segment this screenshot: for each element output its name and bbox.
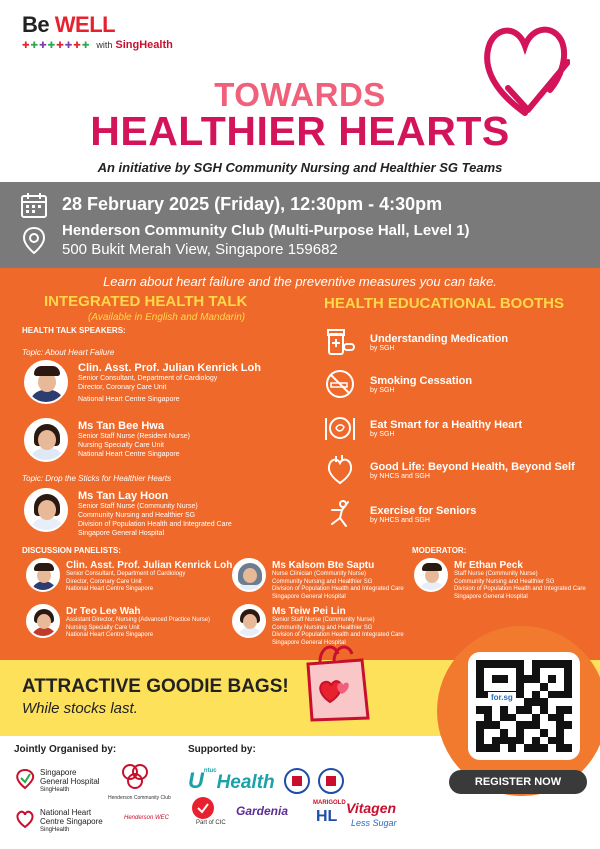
topic-1: Topic: About Heart Failure [22,348,115,357]
panelist-name: Clin. Asst. Prof. Julian Kenrick Loh [66,560,233,571]
marigold-label: MARIGOLD [313,800,346,806]
sgh-name-1: Singapore [40,768,77,777]
panelists-label: DISCUSSION PANELISTS: [22,546,121,555]
panelist-title: Community Nursing and Healthier SG [272,578,373,585]
brand-be: Be [22,12,50,37]
moderator-name: Mr Ethan Peck [454,560,523,571]
booth-item [324,368,472,400]
cross-dots-icon: ✚✚✚✚✚✚✚✚ [22,39,91,50]
jointly-organised-label: Jointly Organised by: [14,744,117,755]
cic-logo-icon [190,796,216,820]
program-section [0,268,600,660]
booth-by: by SGH [370,430,395,438]
booth-by: by SGH [370,344,395,352]
event-address: 500 Bukit Merah View, Singapore 159682 [62,241,338,258]
exercise-icon [324,498,356,530]
qr-code[interactable] [476,660,572,752]
sgh-logo-icon [14,768,36,790]
sgh-name-3: SingHealth [40,787,70,793]
booth-item [324,326,508,358]
booth-name: Good Life: Beyond Health, Beyond Self [370,460,575,473]
vitagen-logo: Vitagen [346,800,397,816]
speaker-org: National Heart Centre Singapore [78,396,180,403]
avatar [24,488,68,532]
goodie-sub: While stocks last. [22,700,138,717]
intro-text: Learn about heart failure and the preventive measures you can take. [103,274,497,289]
booth-by: by NHCS and SGH [370,516,430,524]
booth-name: Smoking Cessation [370,374,473,387]
shopping-bag-icon [298,636,372,722]
register-qr-code[interactable] [468,652,580,760]
panelist-org: National Heart Centre Singapore [66,632,154,638]
panelist-card [26,558,232,594]
heart-organ-icon [324,454,356,486]
avatar [232,604,266,638]
booth-name: Exercise for Seniors [370,504,477,517]
calendar-icon [20,191,48,219]
title-line1: TOWARDS [214,76,386,113]
speaker-title: Community Nursing and Healthier SG [78,512,196,519]
supported-by-label: Supported by: [188,744,256,755]
panelist-name: Ms Kalsom Bte Saptu [272,560,375,571]
gardenia-logo: Gardenia [236,804,289,818]
crest-badge-icon [318,768,344,794]
nhcs-name-1: National Heart [40,808,92,817]
talk-heading: INTEGRATED HEALTH TALK [44,293,248,310]
avatar [26,558,60,592]
speaker-title: Senior Consultant, Department of Cardiology [78,375,218,382]
speaker-name: Ms Tan Bee Hwa [78,420,164,432]
booth-name: Understanding Medication [370,332,509,345]
u-icon: U [188,768,204,793]
topic-2: Topic: Drop the Sticks for Healthier Hearts [22,474,172,483]
panelist-card [26,604,210,640]
event-info-band [0,182,600,268]
ntuc-health-logo [188,768,275,794]
speaker-org: National Heart Centre Singapore [78,451,180,458]
panelist-title: Nurse Clinician (Community Nurse) [272,571,367,577]
booths-heading: HEALTH EDUCATIONAL BOOTHS [324,295,564,312]
panelist-title: Nursing Specialty Care Unit [66,624,140,631]
hcc-logo-icon [120,762,150,792]
speakers-label: HEALTH TALK SPEAKERS: [22,326,126,335]
panelist-title: Community Nursing and Healthier SG [272,624,373,631]
speaker-org: Singapore General Hospital [78,530,164,537]
nhcs-logo [40,808,103,835]
goodie-title: ATTRACTIVE GOODIE BAGS! [22,676,289,697]
nhcs-name-2: Centre Singapore [40,817,103,826]
event-venue: Henderson Community Club (Multi-Purpose Hall, Level 1) [62,222,470,239]
brand-well: WELL [54,12,116,37]
panelist-title: Senior Staff Nurse (Community Nurse) [272,617,375,623]
plate-icon [324,412,356,444]
brand-singhealth: SingHealth [115,39,173,51]
sgh-logo [40,768,100,795]
booth-item [324,498,476,530]
speaker-card [24,418,190,462]
booth-name: Eat Smart for a Healthy Heart [370,418,523,431]
hl-logo: HL [316,808,338,825]
booth-item [324,412,522,444]
panelist-org: Singapore General Hospital [272,593,346,600]
register-now-button[interactable]: REGISTER NOW [449,770,587,794]
speaker-title: Division of Population Health and Integrated Care [78,521,232,528]
nhcs-logo-icon [14,808,36,830]
health-label: Health [216,772,275,793]
title-line2: HEALTHIER HEARTS [90,108,510,154]
qr-label: for.sg [488,692,516,703]
hcc-label: Henderson Community Club [108,795,171,801]
speaker-title: Nursing Specialty Care Unit [78,442,164,449]
moderator-title: Community Nursing and Healthier SG [454,578,555,585]
moderator-label: MODERATOR: [412,546,467,555]
moderator-card [414,558,586,601]
location-pin-icon [20,226,48,254]
booth-by: by NHCS and SGH [370,472,430,480]
avatar [232,558,266,592]
brand-with: with [96,40,113,50]
avatar [26,604,60,638]
panelist-title: Division of Population Health and Integrated Care [272,632,404,638]
tagline: An initiative by SGH Community Nursing and Healthier SG Teams [97,160,503,175]
panelist-org: National Heart Centre Singapore [66,586,154,592]
talk-language: (Available in English and Mandarin) [88,312,246,323]
no-smoking-icon [324,368,356,400]
speaker-title: Senior Staff Nurse (Community Nurse) [78,503,198,510]
moderator-title: Division of Population Health and Integrated Care [454,586,586,592]
speaker-title: Director, Coronary Care Unit [78,384,167,391]
panelist-org: Singapore General Hospital [272,639,346,646]
speaker-title: Senior Staff Nurse (Resident Nurse) [78,433,190,440]
moderator-org: Singapore General Hospital [454,593,528,600]
speaker-card [24,488,232,538]
speaker-card [24,360,261,404]
medication-icon [324,326,356,358]
panelist-title: Director, Coronary Care Unit [66,578,142,585]
part-of-cic-label: Part of CIC [196,820,226,826]
booth-item [324,454,575,486]
less-sugar-label: Less Sugar [351,818,397,828]
nhcs-name-3: SingHealth [40,827,70,833]
speaker-name: Clin. Asst. Prof. Julian Kenrick Loh [78,362,261,374]
panelist-name: Ms Teiw Pei Lin [272,606,346,617]
moderator-title: Staff Nurse (Community Nurse) [454,571,538,577]
speaker-name: Ms Tan Lay Hoon [78,490,169,502]
crest-badge-icon [284,768,310,794]
avatar [24,360,68,404]
avatar [24,418,68,462]
henderson-wec-label: Henderson WEC [124,815,170,821]
panelist-title: Senior Consultant, Department of Cardiology [66,571,186,577]
panelist-card [232,558,404,601]
sgh-name-2: General Hospital [40,777,100,786]
booth-by: by SGH [370,386,395,394]
bewell-logo [22,12,173,51]
panelist-title: Assistant Director, Nursing (Advanced Practice Nurse) [66,617,211,623]
panelist-name: Dr Teo Lee Wah [66,606,141,617]
event-date-time: 28 February 2025 (Friday), 12:30pm - 4:30pm [62,194,443,214]
ntuc-label: ntuc [203,768,217,774]
avatar [414,558,448,592]
panelist-title: Division of Population Health and Integrated Care [272,586,404,592]
